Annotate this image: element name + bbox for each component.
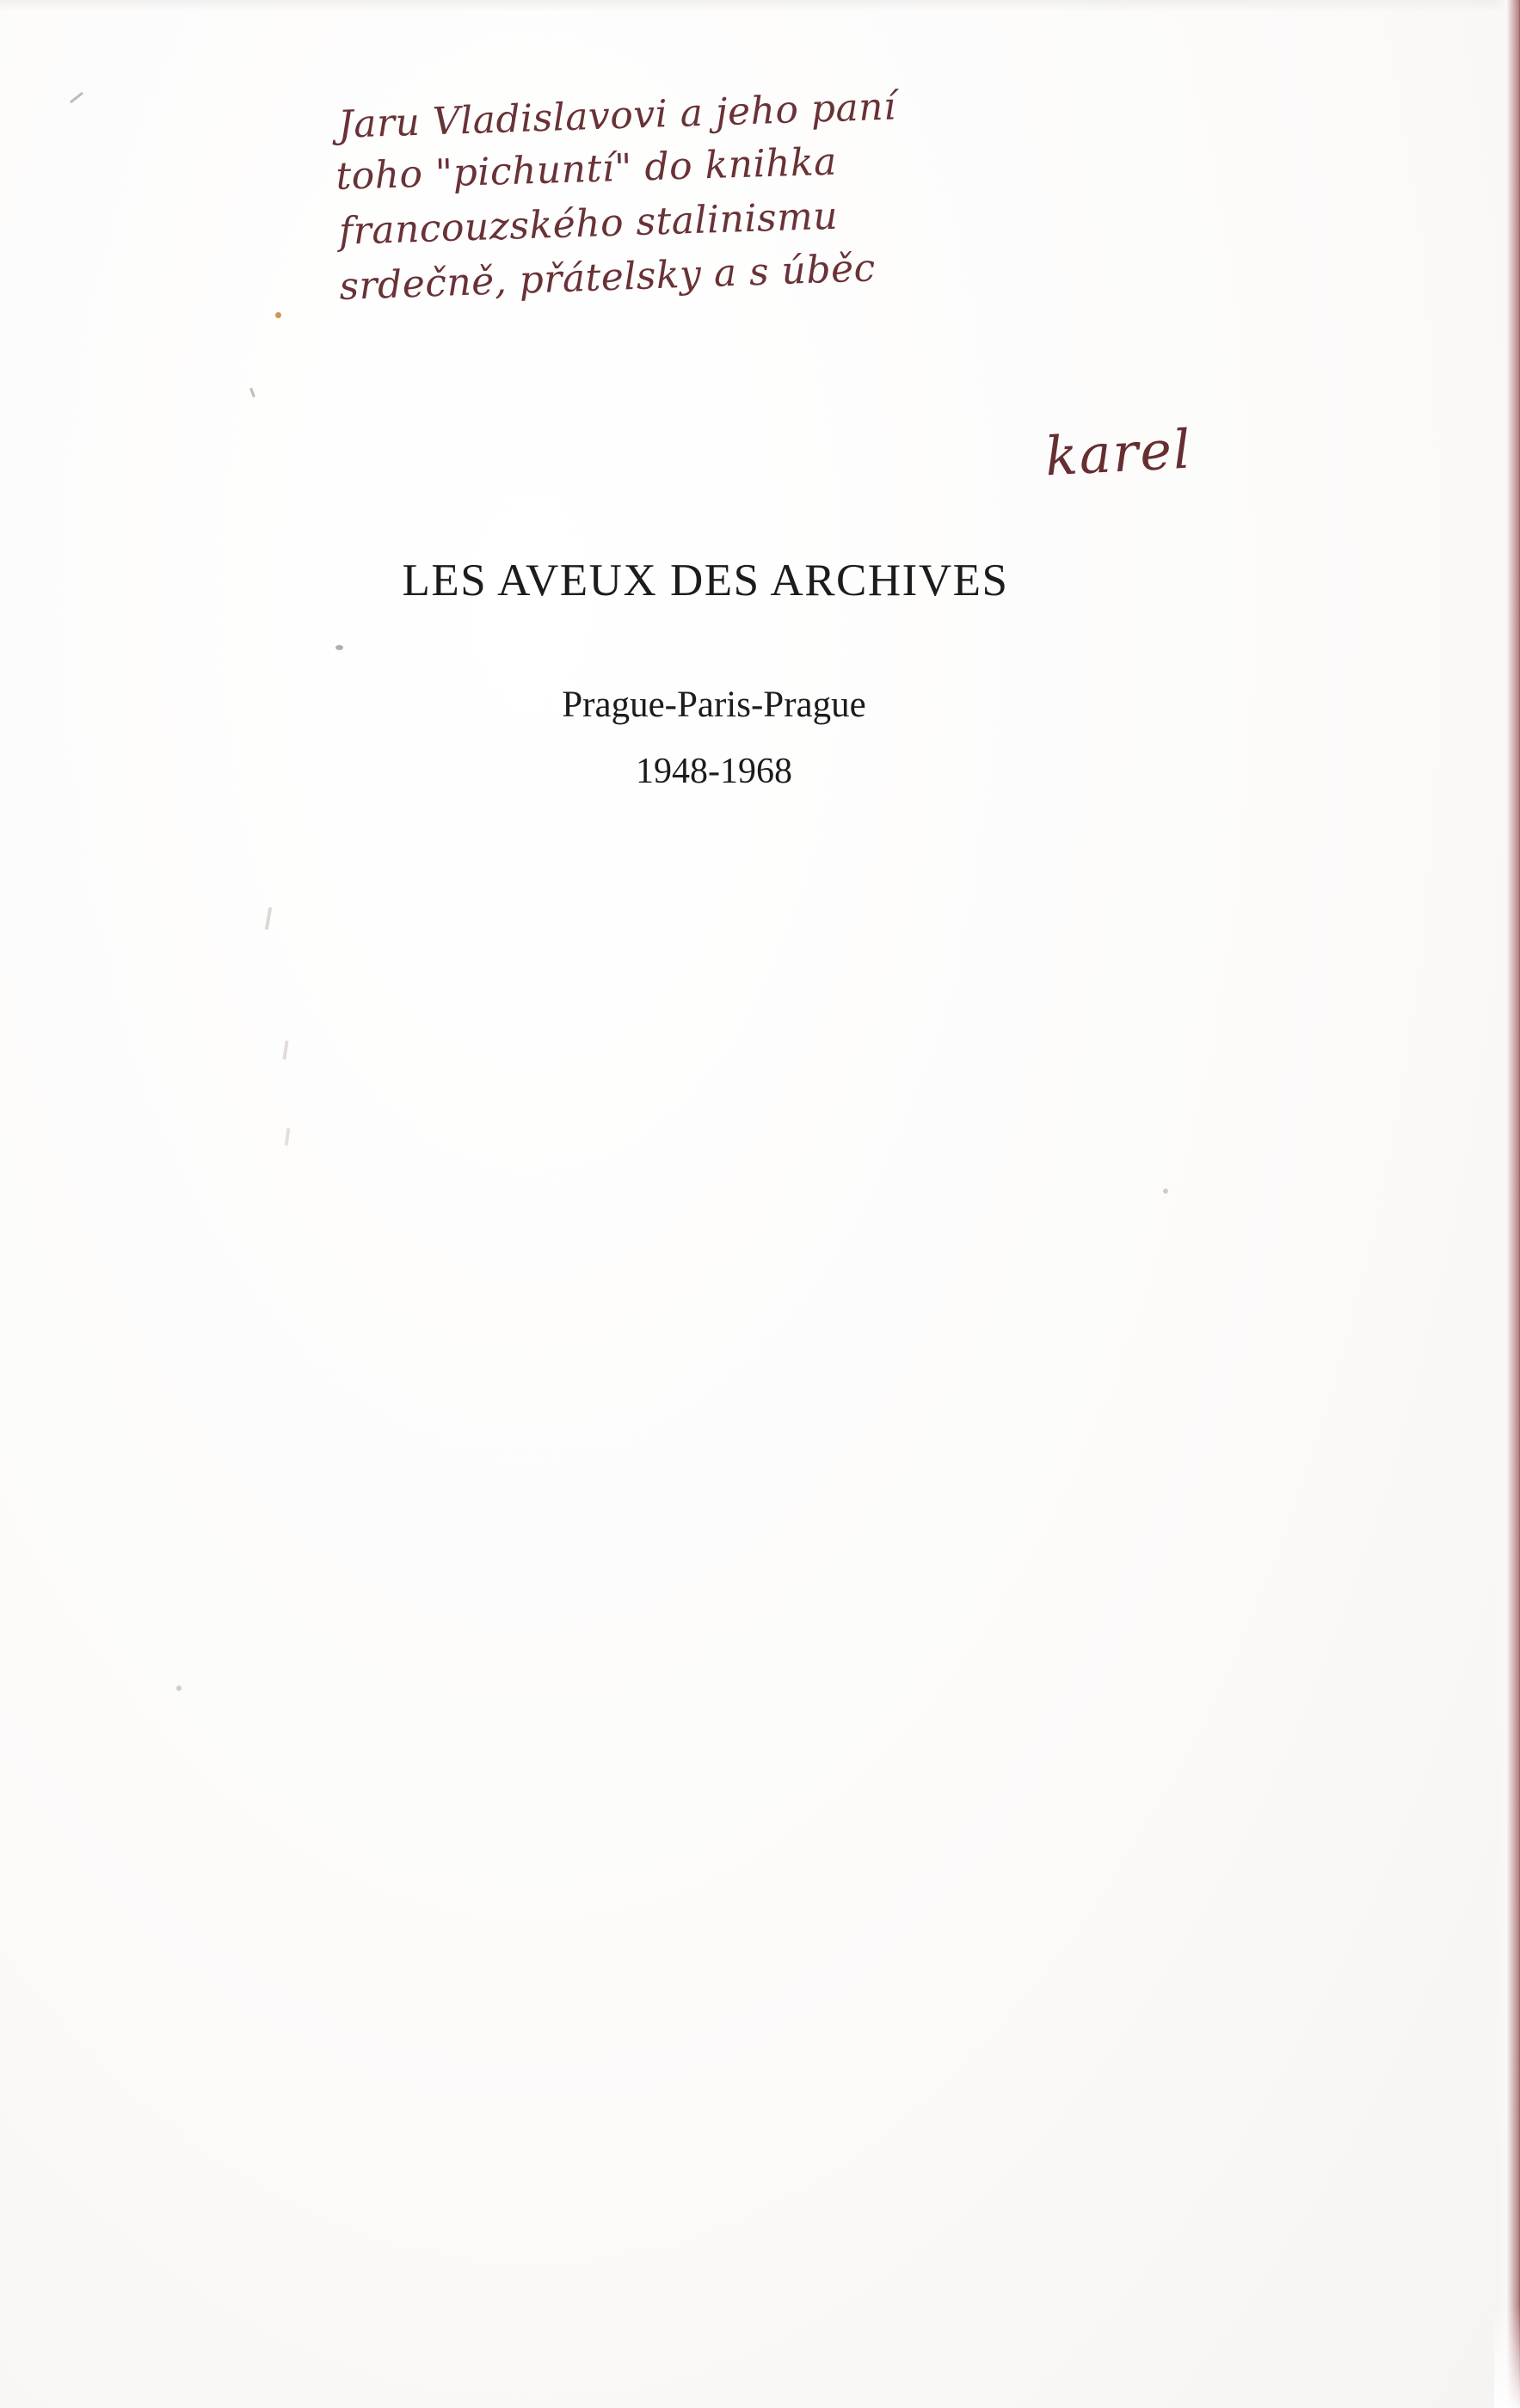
scan-speck — [1163, 1189, 1168, 1194]
scan-speck — [335, 645, 343, 650]
dedication-line-2: toho "pichuntí" do knihka — [335, 140, 838, 200]
page-title: LES AVEUX DES ARCHIVES — [402, 556, 1009, 605]
scan-speck-orange — [275, 312, 281, 318]
dedication-line-3: francouzského stalinismu — [338, 194, 839, 254]
page-date-range: 1948-1968 — [636, 752, 792, 791]
dedication-line-1: Jaru Vladislavovi a jeho paní — [337, 84, 897, 147]
scan-edge-top — [0, 0, 1520, 12]
dedication-line-4: srdečně, přátelsky a s úběc — [338, 246, 877, 310]
handwritten-signature: karel — [1043, 417, 1194, 488]
page-subtitle: Prague-Paris-Prague — [562, 685, 866, 725]
scan-edge-right — [1498, 0, 1520, 2408]
scan-edge-corner — [1494, 2305, 1520, 2408]
scan-speck — [176, 1686, 182, 1691]
handwritten-dedication — [337, 70, 1374, 308]
